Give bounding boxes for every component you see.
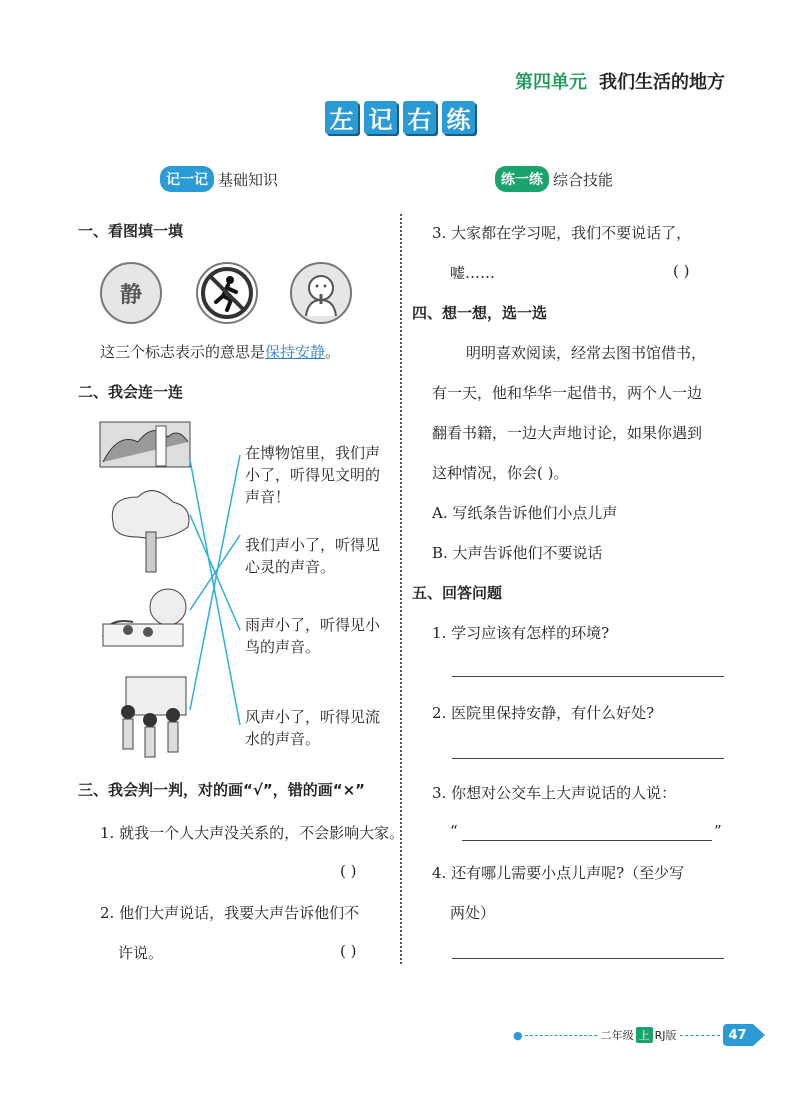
quiet-sign-text: 静	[119, 282, 142, 308]
title-char-2: 记	[364, 101, 397, 134]
q1-answer: 保持安静	[265, 343, 326, 361]
footer-dot-icon: ●	[513, 1028, 523, 1042]
q2-sentence-1: 在博物馆里，我们声 小了，听得见文明的 声音！	[245, 444, 381, 506]
q2-sentence-3: 雨声小了，听得见小 鸟的声音。	[245, 616, 381, 656]
q1-heading: 一、看图填一填	[78, 222, 184, 240]
page-footer	[513, 1024, 765, 1046]
birds-in-rain-picture	[103, 589, 186, 646]
title-char-3: 右	[403, 101, 436, 134]
q5-heading: 五、回答问题	[412, 584, 503, 602]
q3-item-2-line2: 许说。	[118, 944, 164, 962]
q1-end: 。	[325, 343, 341, 361]
tree-picture	[112, 491, 189, 572]
q5-item-3-answer-line[interactable]	[462, 840, 712, 841]
q2-connection-lines	[180, 440, 250, 740]
footer-grade: 二年级	[600, 1029, 634, 1042]
q4-passage-line1: 明明喜欢阅读，经常去图书馆借书，	[466, 344, 707, 362]
q3-item-3-answer[interactable]: ( )	[673, 262, 690, 280]
left-section-label: 基础知识	[218, 170, 279, 189]
q5-item-4-answer-line[interactable]	[452, 958, 724, 959]
q5-close-quote: ”	[714, 822, 722, 840]
q5-item-3: 3. 你想对公交车上大声说话的人说：	[432, 784, 677, 802]
quiet-sign-icon	[100, 262, 162, 324]
q5-item-4-line1: 4. 还有哪儿需要小点儿声呢?（至少写	[432, 864, 685, 882]
right-section-badge: 练一练	[495, 166, 549, 192]
museum-visitors-picture	[121, 677, 186, 757]
q5-item-2: 2. 医院里保持安静，有什么好处?	[432, 704, 655, 722]
unit-header	[515, 68, 725, 94]
page-arrow-icon	[753, 1024, 765, 1046]
left-section-badge: 记一记	[160, 166, 214, 192]
right-section-label: 综合技能	[553, 170, 614, 189]
q2-sentence-4: 风声小了，听得见流 水的声音。	[245, 708, 381, 748]
column-divider	[400, 214, 402, 964]
footer-edition: RJ版	[654, 1029, 677, 1042]
q3-item-1-answer[interactable]: ( )	[340, 862, 357, 880]
q3-heading: 三、我会判一判，对的画“√”，错的画“×”	[78, 781, 366, 799]
q3-item-2-line1: 2. 他们大声说话，我要大声告诉他们不	[100, 904, 360, 922]
q5-item-4-line2: 两处）	[450, 904, 496, 922]
shush-person-icon	[290, 262, 352, 324]
q5-open-quote: “	[450, 822, 458, 840]
q1-answer-line	[100, 341, 340, 362]
footer-term: 上	[636, 1027, 653, 1043]
q3-item-3-line1: 3. 大家都在学习呢，我们不要说话了，	[432, 224, 692, 242]
q4-heading: 四、想一想，选一选	[412, 304, 548, 322]
right-section-header	[495, 166, 613, 192]
q4-passage-line4: 这种情况，你会( )。	[432, 464, 569, 482]
title-char-4: 练	[442, 101, 475, 134]
page-number: 47	[723, 1024, 753, 1046]
title-char-1: 左	[325, 101, 358, 134]
q3-item-1: 1. 就我一个人大声没关系的，不会影响大家。	[100, 824, 405, 842]
q2-heading: 二、我会连一连	[78, 383, 184, 401]
q5-item-1: 1. 学习应该有怎样的环境?	[432, 624, 610, 642]
q5-item-1-answer-line[interactable]	[452, 676, 724, 677]
q2-sentence-2: 我们声小了，听得见 心灵的声音。	[245, 536, 381, 576]
q4-passage-line2: 有一天，他和华华一起借书，两个人一边	[432, 384, 703, 402]
q4-passage-line3: 翻看书籍，一边大声地讨论，如果你遇到	[432, 424, 703, 442]
unit-label: 第四单元	[515, 72, 587, 93]
q4-option-a[interactable]: A. 写纸条告诉他们小点儿声	[432, 504, 618, 522]
waterfall-picture	[100, 422, 190, 467]
q5-item-2-answer-line[interactable]	[452, 758, 724, 759]
q1-prompt: 这三个标志表示的意思是	[100, 343, 266, 361]
q4-option-b[interactable]: B. 大声告诉他们不要说话	[432, 544, 603, 562]
footer-dash-2	[680, 1035, 720, 1036]
left-section-header	[160, 166, 278, 192]
page-title	[325, 101, 475, 134]
footer-dash	[525, 1035, 597, 1036]
q3-item-3-line2: 嘘……	[450, 264, 496, 282]
unit-title: 我们生活的地方	[599, 72, 725, 93]
no-running-icon	[196, 262, 258, 324]
q3-item-2-answer[interactable]: ( )	[340, 942, 357, 960]
